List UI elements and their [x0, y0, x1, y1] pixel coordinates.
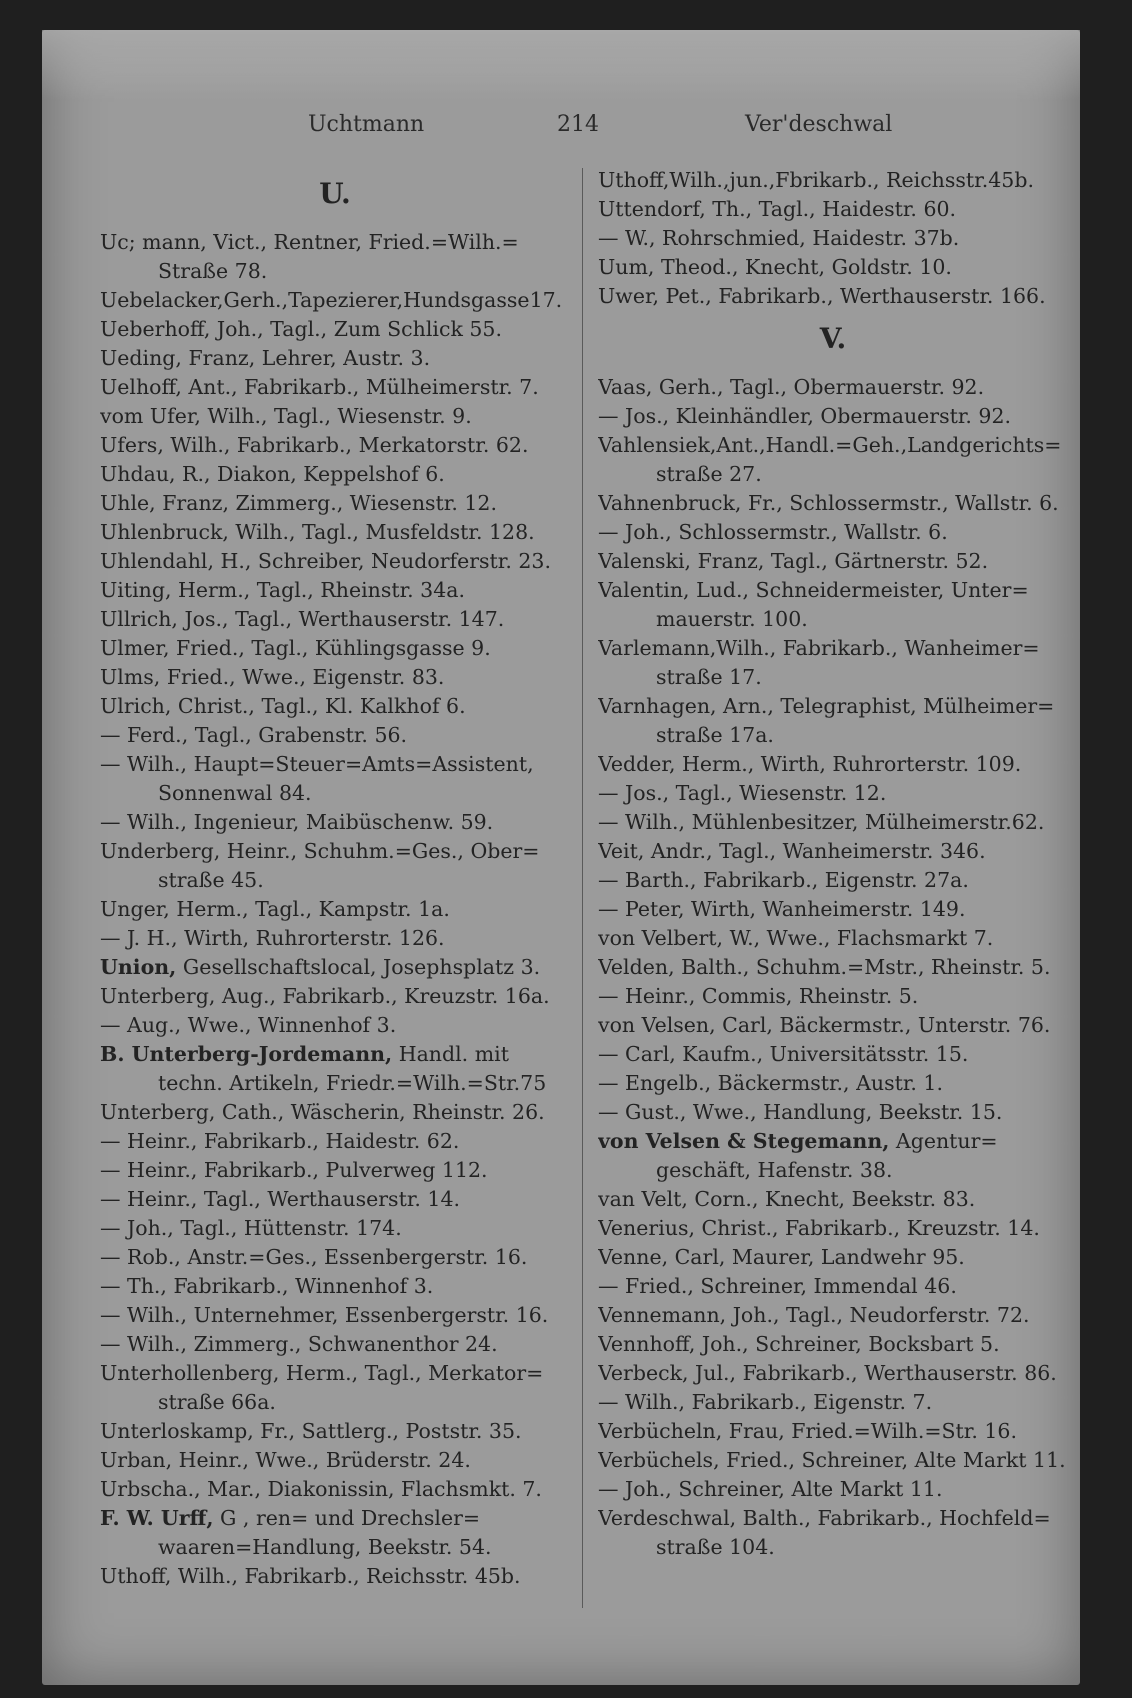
section-heading-v: V. — [819, 322, 847, 355]
directory-entry: Ufers, Wilh., Fabrikarb., Merkatorstr. 62. — [100, 433, 529, 457]
directory-entry: — Ferd., Tagl., Grabenstr. 56. — [100, 723, 408, 747]
directory-entry: Verdeschwal, Balth., Fabrikarb., Hochfeld= — [598, 1506, 1051, 1530]
directory-entry: — Heinr., Fabrikarb., Haidestr. 62. — [100, 1129, 460, 1153]
right-entry-list — [598, 373, 1068, 1562]
directory-entry: Uum, Theod., Knecht, Goldstr. 10. — [598, 255, 952, 279]
directory-entry: Varnhagen, Arn., Telegraphist, Mülheimer= — [598, 694, 1055, 718]
directory-entry: Venerius, Christ., Fabrikarb., Kreuzstr. 14. — [598, 1216, 1040, 1240]
directory-entry: — Wilh., Zimmerg., Schwanenthor 24. — [100, 1332, 498, 1356]
directory-entry: Urban, Heinr., Wwe., Brüderstr. 24. — [100, 1448, 471, 1472]
entry-continuation: straße 66a. — [158, 1390, 276, 1414]
directory-entry: Urbscha., Mar., Diakonissin, Flachsmkt. 7. — [100, 1477, 542, 1501]
directory-entry: Ueding, Franz, Lehrer, Austr. 3. — [100, 346, 431, 370]
directory-entry: Uwer, Pet., Fabrikarb., Werthauserstr. 166. — [598, 284, 1046, 308]
directory-entry: Vedder, Herm., Wirth, Ruhrorterstr. 109. — [598, 752, 1022, 776]
entry-continuation: Sonnenwal 84. — [158, 781, 312, 805]
directory-entry: Uhlendahl, H., Schreiber, Neudorferstr. 23. — [100, 549, 551, 573]
directory-entry — [598, 1127, 1068, 1156]
directory-entry: Uhle, Franz, Zimmerg., Wiesenstr. 12. — [100, 491, 497, 515]
directory-entry: Unterloskamp, Fr., Sattlerg., Poststr. 35. — [100, 1419, 522, 1443]
section-heading-u: U. — [319, 177, 351, 210]
directory-entry: von Velbert, W., Wwe., Flachsmarkt 7. — [598, 926, 994, 950]
entry-bold-lead: von Velsen & Stegemann, — [598, 1129, 890, 1153]
directory-entry: Uhlenbruck, Wilh., Tagl., Musfeldstr. 128. — [100, 520, 535, 544]
directory-entry: Vennemann, Joh., Tagl., Neudorferstr. 72. — [598, 1303, 1030, 1327]
directory-entry: — Joh., Tagl., Hüttenstr. 174. — [100, 1216, 402, 1240]
directory-entry: Ulms, Fried., Wwe., Eigenstr. 83. — [100, 665, 445, 689]
directory-entry: — Peter, Wirth, Wanheimerstr. 149. — [598, 897, 966, 921]
entry-bold-lead: F. W. Urff, — [100, 1506, 214, 1530]
directory-entry: — Heinr., Tagl., Werthauserstr. 14. — [100, 1187, 461, 1211]
entry-continuation: straße 17a. — [656, 723, 774, 747]
header-first-name: Uchtmann — [308, 112, 425, 137]
page-number: 214 — [557, 112, 599, 137]
running-header — [0, 112, 1132, 142]
directory-entry: Verbüchels, Fried., Schreiner, Alte Markt 11. — [598, 1448, 1066, 1472]
directory-entry: — Wilh., Ingenieur, Maibüschenw. 59. — [100, 810, 494, 834]
directory-entry: Uthoff,Wilh.,jun.,Fbrikarb., Reichsstr.45b. — [598, 168, 1034, 192]
left-entry-list — [100, 228, 570, 1591]
entry-continuation: straße 27. — [656, 462, 762, 486]
directory-entry: — Wilh., Mühlenbesitzer, Mülheimerstr.62. — [598, 810, 1045, 834]
directory-entry: Vaas, Gerh., Tagl., Obermauerstr. 92. — [598, 375, 985, 399]
right-top-entry-list — [598, 166, 1068, 311]
directory-entry: Underberg, Heinr., Schuhm.=Ges., Ober= — [100, 839, 540, 863]
directory-entry: Venne, Carl, Maurer, Landwehr 95. — [598, 1245, 965, 1269]
directory-entry: — Heinr., Commis, Rheinstr. 5. — [598, 984, 919, 1008]
entry-rest: Agentur= — [889, 1129, 998, 1153]
directory-entry: Uhdau, R., Diakon, Keppelshof 6. — [100, 462, 445, 486]
column-divider — [582, 168, 583, 1608]
directory-entry: — Wilh., Unternehmer, Essenbergerstr. 16. — [100, 1303, 549, 1327]
directory-entry: vom Ufer, Wilh., Tagl., Wiesenstr. 9. — [100, 404, 472, 428]
entry-continuation: waaren=Handlung, Beekstr. 54. — [158, 1535, 492, 1559]
directory-entry: — Carl, Kaufm., Universitätsstr. 15. — [598, 1042, 969, 1066]
entry-rest: G , ren= und Drechsler= — [213, 1506, 481, 1530]
directory-entry: Valenski, Franz, Tagl., Gärtnerstr. 52. — [598, 549, 989, 573]
entry-bold-lead: B. Unterberg-Jordemann, — [100, 1042, 393, 1066]
directory-entry: Ulmer, Fried., Tagl., Kühlingsgasse 9. — [100, 636, 491, 660]
directory-entry: Uelhoff, Ant., Fabrikarb., Mülheimerstr. 7. — [100, 375, 539, 399]
entry-rest: Handl. mit — [392, 1042, 509, 1066]
directory-entry: Unterhollenberg, Herm., Tagl., Merkator= — [100, 1361, 544, 1385]
directory-entry — [100, 1504, 570, 1533]
directory-entry — [100, 1040, 570, 1069]
directory-entry: Ullrich, Jos., Tagl., Werthauserstr. 147. — [100, 607, 505, 631]
entry-continuation: straße 104. — [656, 1535, 775, 1559]
directory-entry: — Barth., Fabrikarb., Eigenstr. 27a. — [598, 868, 969, 892]
directory-entry: — Aug., Wwe., Winnenhof 3. — [100, 1013, 397, 1037]
directory-entry: — Rob., Anstr.=Ges., Essenbergerstr. 16. — [100, 1245, 528, 1269]
directory-entry: — Wilh., Fabrikarb., Eigenstr. 7. — [598, 1390, 933, 1414]
directory-entry: von Velsen, Carl, Bäckermstr., Unterstr. 76. — [598, 1013, 1051, 1037]
directory-entry: Uttendorf, Th., Tagl., Haidestr. 60. — [598, 197, 957, 221]
directory-entry: Verbücheln, Frau, Fried.=Wilh.=Str. 16. — [598, 1419, 1017, 1443]
directory-entry: Verbeck, Jul., Fabrikarb., Werthauserstr. 86. — [598, 1361, 1057, 1385]
directory-entry: Ueberhoff, Joh., Tagl., Zum Schlick 55. — [100, 317, 502, 341]
directory-entry — [100, 953, 570, 982]
directory-entry: Unterberg, Aug., Fabrikarb., Kreuzstr. 16a. — [100, 984, 550, 1008]
directory-entry: — Jos., Tagl., Wiesenstr. 12. — [598, 781, 887, 805]
entry-continuation: techn. Artikeln, Friedr.=Wilh.=Str.75 — [158, 1071, 547, 1095]
directory-entry: — Th., Fabrikarb., Winnenhof 3. — [100, 1274, 434, 1298]
header-last-name: Ver'deschwal — [745, 112, 893, 137]
directory-entry: Vennhoff, Joh., Schreiner, Bocksbart 5. — [598, 1332, 1000, 1356]
directory-entry: Vahlensiek,Ant.,Handl.=Geh.,Landgerichts= — [598, 433, 1062, 457]
entry-rest: Gesellschaftslocal, Josephsplatz 3. — [176, 955, 541, 979]
entry-continuation: mauerstr. 100. — [656, 607, 808, 631]
entry-continuation: Straße 78. — [158, 259, 268, 283]
directory-entry: Vahnenbruck, Fr., Schlossermstr., Wallstr. 6. — [598, 491, 1059, 515]
directory-entry: Varlemann,Wilh., Fabrikarb., Wanheimer= — [598, 636, 1040, 660]
directory-entry: Unger, Herm., Tagl., Kampstr. 1a. — [100, 897, 450, 921]
directory-entry: van Velt, Corn., Knecht, Beekstr. 83. — [598, 1187, 976, 1211]
entry-continuation: straße 45. — [158, 868, 264, 892]
directory-entry: — Wilh., Haupt=Steuer=Amts=Assistent, — [100, 752, 534, 776]
directory-entry: Velden, Balth., Schuhm.=Mstr., Rheinstr. 5. — [598, 955, 1051, 979]
entry-bold-lead: Union, — [100, 955, 177, 979]
entry-continuation: straße 17. — [656, 665, 762, 689]
directory-entry: — Joh., Schreiner, Alte Markt 11. — [598, 1477, 943, 1501]
directory-entry: — Fried., Schreiner, Immendal 46. — [598, 1274, 957, 1298]
directory-entry: Veit, Andr., Tagl., Wanheimerstr. 346. — [598, 839, 986, 863]
directory-entry: — Engelb., Bäckermstr., Austr. 1. — [598, 1071, 943, 1095]
directory-entry: — Jos., Kleinhändler, Obermauerstr. 92. — [598, 404, 1012, 428]
directory-entry: Unterberg, Cath., Wäscherin, Rheinstr. 26. — [100, 1100, 545, 1124]
directory-entry: Valentin, Lud., Schneidermeister, Unter= — [598, 578, 1029, 602]
directory-entry: — Gust., Wwe., Handlung, Beekstr. 15. — [598, 1100, 1003, 1124]
directory-entry: Uiting, Herm., Tagl., Rheinstr. 34a. — [100, 578, 466, 602]
directory-entry: — W., Rohrschmied, Haidestr. 37b. — [598, 226, 960, 250]
directory-entry: Uthoff, Wilh., Fabrikarb., Reichsstr. 45b. — [100, 1564, 521, 1588]
directory-entry: Ulrich, Christ., Tagl., Kl. Kalkhof 6. — [100, 694, 466, 718]
directory-entry: Uc; mann, Vict., Rentner, Fried.=Wilh.= — [100, 230, 519, 254]
directory-entry: — Heinr., Fabrikarb., Pulverweg 112. — [100, 1158, 488, 1182]
entry-continuation: geschäft, Hafenstr. 38. — [656, 1158, 893, 1182]
right-column — [598, 166, 1068, 1562]
left-column — [100, 166, 570, 1591]
directory-entry: Uebelacker,Gerh.,Tapezierer,Hundsgasse17. — [100, 288, 563, 312]
directory-entry: — J. H., Wirth, Ruhrorterstr. 126. — [100, 926, 445, 950]
directory-entry: — Joh., Schlossermstr., Wallstr. 6. — [598, 520, 948, 544]
